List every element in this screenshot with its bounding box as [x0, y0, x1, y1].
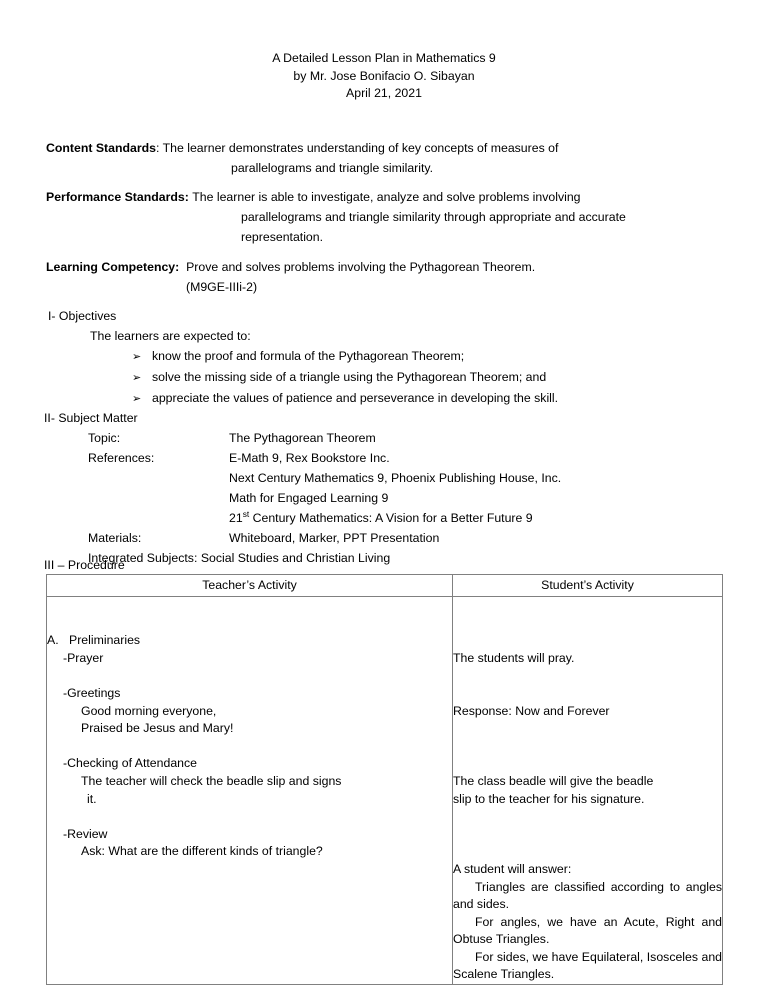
- reference-value: Next Century Mathematics 9, Phoenix Publishing House, Inc.: [229, 471, 562, 485]
- preliminaries-heading: [47, 632, 452, 650]
- review-response-intro: A student will answer:: [453, 861, 572, 876]
- document-author: by Mr. Jose Bonifacio O. Sibayan: [293, 68, 475, 83]
- subject-matter-references-row: [44, 448, 744, 468]
- review-response-paragraph: For angles, we have an Acute, Right and Obtuse Triangles.: [453, 914, 722, 947]
- integrated-subjects-value: Social Studies and Christian Living: [200, 551, 391, 565]
- reference-number-prefix: 21: [229, 511, 243, 525]
- spacer-line: [453, 615, 722, 633]
- greetings-heading: -Greetings: [63, 685, 121, 700]
- spacer-line: [47, 597, 452, 615]
- spacer-line: [47, 808, 452, 826]
- integrated-subjects-label: Integrated Subjects:: [88, 551, 198, 565]
- objectives-intro: The learners are expected to:: [90, 329, 251, 343]
- spacer-line: [453, 808, 722, 826]
- table-header-row: [47, 575, 723, 597]
- subject-matter-heading: II- Subject Matter: [44, 411, 138, 425]
- topic-value: The Pythagorean Theorem: [229, 431, 376, 445]
- greetings-line-1: Good morning everyone,: [81, 703, 217, 718]
- review-heading: -Review: [63, 826, 108, 841]
- subject-matter-materials-row: [44, 528, 744, 548]
- content-standards-section: [46, 138, 728, 178]
- section-title-text: Preliminaries: [69, 633, 141, 648]
- column-header-student-activity: Student’s Activity: [453, 575, 723, 597]
- review-response-paragraph: Triangles are classified according to angles and sides.: [453, 879, 722, 912]
- review-response-paragraph: For sides, we have Equilateral, Isosceles and Scalene Triangles.: [453, 949, 722, 982]
- reference-value: E-Math 9, Rex Bookstore Inc.: [229, 451, 390, 465]
- content-standards-label: Content Standards: [46, 141, 156, 155]
- spacer-line: [453, 632, 722, 650]
- objective-item: [48, 346, 738, 367]
- performance-standards-text-1: The learner is able to investigate, analyze and solve problems involving: [192, 190, 581, 204]
- procedure-table: [46, 574, 723, 985]
- prayer-heading: -Prayer: [63, 650, 104, 665]
- performance-standards-label: Performance Standards:: [46, 190, 189, 204]
- section-letter-label: A.: [47, 633, 59, 648]
- spacer-line: [453, 826, 722, 844]
- learning-competency-label: Learning Competency:: [46, 260, 180, 274]
- review-question: Ask: What are the different kinds of triangle?: [81, 844, 323, 859]
- performance-standards-line-1: [46, 187, 728, 207]
- content-standards-text-1: The learner demonstrates understanding of key concepts of measures of: [162, 141, 559, 155]
- spacer-line: [453, 667, 722, 685]
- column-header-teacher-activity: Teacher’s Activity: [47, 575, 453, 597]
- attendance-line-1: The teacher will check the beadle slip and signs: [81, 773, 342, 788]
- objective-item-text: know the proof and formula of the Pythagorean Theorem;: [152, 349, 465, 363]
- greetings-line-2: Praised be Jesus and Mary!: [81, 721, 234, 736]
- objective-item-text: solve the missing side of a triangle using the Pythagorean Theorem; and: [152, 370, 547, 384]
- document-title: A Detailed Lesson Plan in Mathematics 9: [272, 51, 496, 65]
- teacher-activity-cell: [47, 597, 453, 985]
- subject-matter-integrated-row: [44, 548, 744, 568]
- performance-standards-section: [46, 187, 728, 247]
- subject-matter-topic-row: [44, 428, 744, 448]
- document-title-block: [0, 50, 768, 103]
- learning-competency-code: (M9GE-IIIi-2): [186, 280, 258, 294]
- objectives-section: [48, 306, 738, 409]
- content-standards-line-1: [46, 138, 728, 158]
- spacer-line: [453, 685, 722, 703]
- performance-standards-text-3: representation.: [241, 230, 324, 244]
- learning-competency-section: [46, 257, 728, 297]
- reference-rest-text: Century Mathematics: A Vision for a Better Future 9: [249, 511, 533, 525]
- reference-ordinal-suffix: st: [242, 508, 250, 519]
- document-date: April 21, 2021: [346, 86, 422, 100]
- attendance-heading: -Checking of Attendance: [63, 756, 197, 771]
- attendance-line-2: it.: [87, 791, 97, 806]
- attendance-response-line-2: slip to the teacher for his signature.: [453, 791, 645, 806]
- arrow-bullet-icon: ➢: [132, 392, 142, 405]
- spacer-line: [453, 597, 722, 615]
- arrow-bullet-icon: ➢: [132, 350, 142, 363]
- topic-label: Topic:: [88, 431, 121, 445]
- spacer-line: [47, 615, 452, 633]
- content-standards-separator: :: [156, 141, 163, 155]
- arrow-bullet-icon: ➢: [132, 371, 142, 384]
- objective-item: [48, 367, 738, 388]
- objective-item: [48, 388, 738, 409]
- subject-matter-section: [44, 408, 744, 568]
- spacer-line: [453, 720, 722, 738]
- procedure-heading: III – Procedure: [44, 558, 125, 572]
- materials-label: Materials:: [88, 531, 142, 545]
- spacer-line: [47, 738, 452, 756]
- prayer-response: The students will pray.: [453, 650, 575, 665]
- performance-standards-text-2: parallelograms and triangle similarity through appropriate and accurate: [241, 210, 626, 224]
- reference-value-superscript: [44, 508, 744, 528]
- reference-value: Math for Engaged Learning 9: [229, 491, 389, 505]
- references-label: References:: [88, 451, 155, 465]
- spacer-line: [453, 738, 722, 756]
- objectives-heading: I- Objectives: [48, 309, 117, 323]
- learning-competency-text-1: Prove and solves problems involving the Pythagorean Theorem.: [186, 260, 536, 274]
- student-activity-cell: [453, 597, 723, 985]
- table-row: [47, 597, 723, 985]
- learning-competency-line-1: [46, 257, 728, 277]
- attendance-response-line-1: The class beadle will give the beadle: [453, 773, 654, 788]
- objective-item-text: appreciate the values of patience and perseverance in developing the skill.: [152, 391, 559, 405]
- greetings-response: Response: Now and Forever: [453, 703, 610, 718]
- content-standards-text-2: parallelograms and triangle similarity.: [231, 161, 434, 175]
- spacer-line: [453, 755, 722, 773]
- spacer-line: [47, 667, 452, 685]
- materials-value: Whiteboard, Marker, PPT Presentation: [229, 531, 440, 545]
- spacer-line: [453, 843, 722, 861]
